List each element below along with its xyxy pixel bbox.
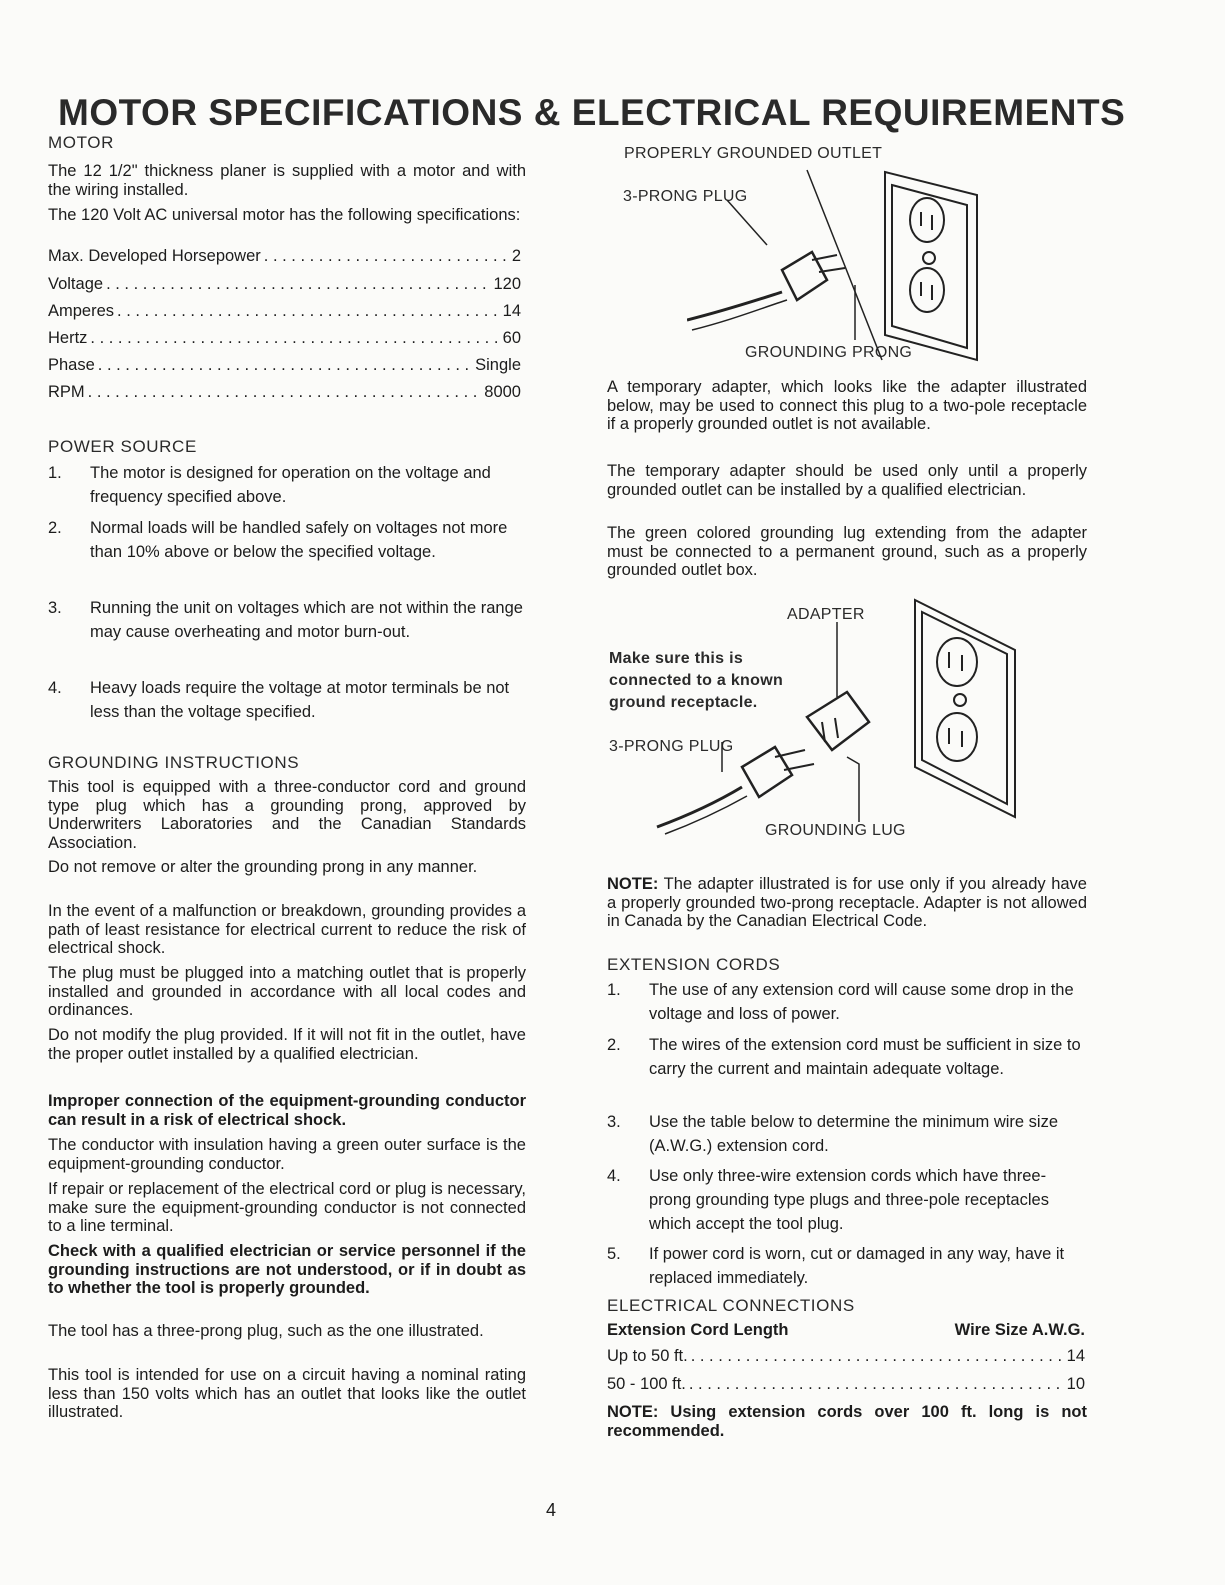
figure1-prong-label: GROUNDING PRONG xyxy=(745,344,913,361)
grounding-p4: The plug must be plugged into a matching outlet that is properly installed and grounded in accordance with all local codes and ordinances. xyxy=(48,964,526,1019)
grounding-p7: If repair or replacement of the electrical cord or plug is necessary, make sure the equipment-grounding conductor is not connected to a line terminal. xyxy=(48,1180,526,1235)
list-item: 2. The wires of the extension cord must be sufficient in size to carry the current and maintain adequate voltage. xyxy=(607,1036,1081,1078)
adapter-p1: A temporary adapter, which looks like the adapter illustrated below, may be used to connect this plug to a two-pole receptacle if a properly grounded outlet is not available. xyxy=(607,378,1087,433)
grounding-p8: The tool has a three-prong plug, such as the one illustrated. xyxy=(48,1322,484,1340)
grounding-p2: Do not remove or alter the grounding prong in any manner. xyxy=(48,858,478,876)
list-item: 1. The use of any extension cord will cause some drop in the voltage and loss of power. xyxy=(607,981,1074,1023)
connections-note: NOTE: Using extension cords over 100 ft. long is not recommended. xyxy=(607,1403,1087,1440)
extension-heading: EXTENSION CORDS xyxy=(607,955,781,974)
spec-row: Phase . . . Single xyxy=(48,356,521,375)
grounding-warning-2: Check with a qualified electrician or service personnel if the grounding instructions are not understood, or if in doubt as to whether the tool is properly grounded. xyxy=(48,1242,526,1297)
list-item: 1. The motor is designed for operation on the voltage and frequency specified above. xyxy=(48,464,491,506)
grounding-p6: The conductor with insulation having a green outer surface is the equipment-grounding conductor. xyxy=(48,1136,526,1173)
figure1-caption: PROPERLY GROUNDED OUTLET xyxy=(624,145,883,162)
list-item: 3. Running the unit on voltages which are not within the range may cause overheating and motor burn-out. xyxy=(48,599,523,641)
connections-header-row: Extension Cord Length Wire Size A.W.G. xyxy=(607,1321,1085,1339)
motor-heading: MOTOR xyxy=(48,133,114,152)
list-item: 2. Normal loads will be handled safely on voltages not more than 10% above or below the specified voltage. xyxy=(48,519,508,561)
adapter-diagram xyxy=(647,592,1027,837)
adapter-p3: The green colored grounding lug extending from the adapter must be connected to a permanent ground, such as a properly grounded outlet box. xyxy=(607,524,1087,579)
motor-intro-1: The 12 1/2" thickness planer is supplied with a motor and with the wiring installed. xyxy=(48,162,526,199)
adapter-p2: The temporary adapter should be used only until a properly grounded outlet can be installed by a qualified electrician. xyxy=(607,462,1087,499)
figure1-plug-label: 3-PRONG PLUG xyxy=(623,188,748,205)
grounding-p1: This tool is equipped with a three-conductor cord and ground type plug which has a grounding prong, approved by Underwriters Laboratories and the Canadian Standards Association. xyxy=(48,778,526,852)
figure2-plug-label: 3-PRONG PLUG xyxy=(609,738,734,755)
spec-row: Hertz . . . 60 xyxy=(48,329,521,348)
connections-heading: ELECTRICAL CONNECTIONS xyxy=(607,1296,855,1315)
spec-row: Amperes . . . 14 xyxy=(48,302,521,321)
figure2-adapter-label: ADAPTER xyxy=(787,606,865,623)
spec-row: Max. Developed Horsepower . . . 2 xyxy=(48,247,521,266)
table-row: Up to 50 ft. . . . 14 xyxy=(607,1347,1085,1366)
list-item: 4. Use only three-wire extension cords which have three-prong grounding type plugs and three-pole receptacles which accept the tool plug. xyxy=(607,1167,1049,1233)
grounding-heading: GROUNDING INSTRUCTIONS xyxy=(48,753,300,772)
grounding-p5: Do not modify the plug provided. If it will not fit in the outlet, have the proper outlet installed by a qualified electrician. xyxy=(48,1026,526,1063)
figure2-lug-label: GROUNDING LUG xyxy=(765,822,906,839)
grounding-p3: In the event of a malfunction or breakdown, grounding provides a path of least resistance for electrical current to reduce the risk of electrical shock. xyxy=(48,902,526,957)
list-item: 3. Use the table below to determine the minimum wire size (A.W.G.) extension cord. xyxy=(607,1113,1059,1155)
spec-row: RPM . . . 8000 xyxy=(48,383,521,402)
list-item: 4. Heavy loads require the voltage at motor terminals be not less than the voltage specified. xyxy=(48,679,510,721)
grounding-warning-1: Improper connection of the equipment-grounding conductor can result in a risk of electrical shock. xyxy=(48,1092,526,1129)
page-title: MOTOR SPECIFICATIONS & ELECTRICAL REQUIREMENTS xyxy=(58,92,1126,133)
table-row: 50 - 100 ft. . . . 10 xyxy=(607,1375,1085,1394)
spec-row: Voltage . . . 120 xyxy=(48,275,521,294)
motor-intro-2: The 120 Volt AC universal motor has the following specifications: xyxy=(48,206,521,224)
grounding-p9: This tool is intended for use on a circuit having a nominal rating less than 150 volts which has an outlet that looks like the outlet illustrated. xyxy=(48,1366,526,1421)
power-source-heading: POWER SOURCE xyxy=(48,437,197,456)
list-item: 5. If power cord is worn, cut or damaged in any way, have it replaced immediately. xyxy=(607,1245,1065,1287)
grounded-outlet-diagram xyxy=(687,160,987,365)
page-number: 4 xyxy=(546,1500,557,1520)
figure2-note-label: Make sure this is connected to a known ground receptacle. xyxy=(609,650,784,711)
note1: NOTE: The adapter illustrated is for use only if you already have a properly grounded two-prong receptacle. Adapter is not allowed in Canada by the Canadian Electrical Code. xyxy=(607,875,1087,930)
